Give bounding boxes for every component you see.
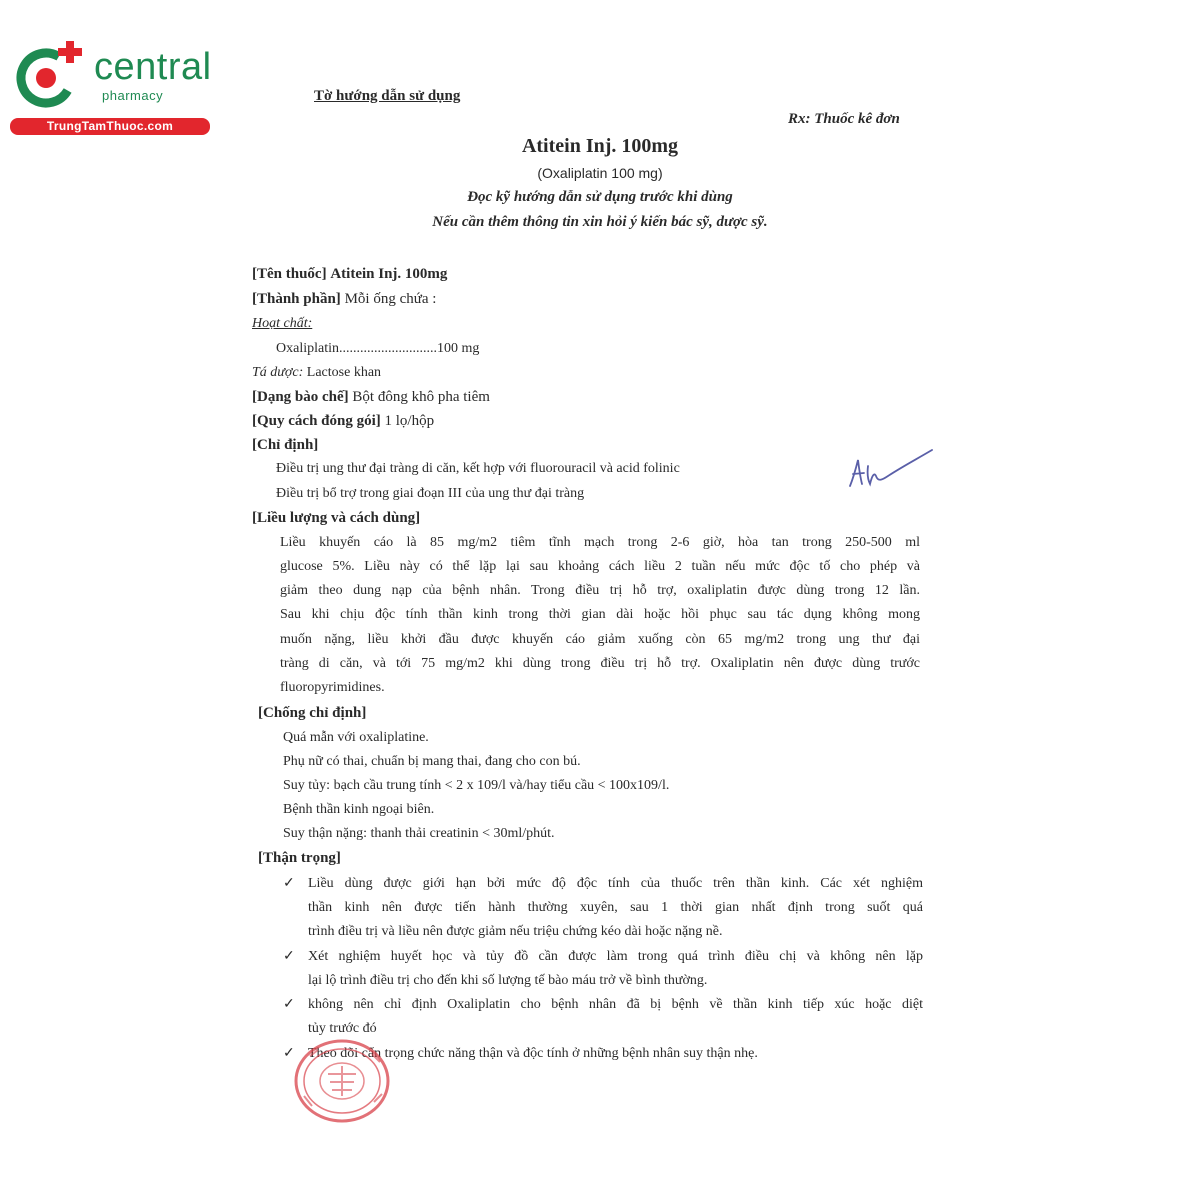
excipient-row (252, 365, 381, 381)
contraindications-title: [Chống chỉ định] (258, 705, 367, 721)
company-stamp-icon (290, 1036, 394, 1126)
product-title: Atitein Inj. 100mg (521, 135, 679, 157)
dosage-title: [Liều lượng và cách dùng] (252, 510, 421, 526)
contraindication-line: Suy thận nặng: thanh thải creatinin < 30ml/phút. (283, 826, 555, 841)
brand-name: central (94, 46, 212, 88)
composition-value: Mỗi ống chứa : (344, 291, 437, 307)
packaging-value: 1 lọ/hộp (384, 413, 435, 429)
checkmark-icon: ✓ (283, 997, 295, 1012)
excipient-label: Tá dược: (252, 365, 304, 380)
precaution-line: Xét nghiệm huyết học và tủy đồ cần được làm trong quá trình điều chị và không nên lặp (308, 949, 923, 964)
drug-name-row (252, 266, 447, 283)
checkmark-icon: ✓ (283, 949, 295, 964)
precaution-line: lại lộ trình điều trị cho đến khi số lượng tế bào máu trở về bình thường. (308, 973, 708, 988)
precaution-line: thần kinh nên được tiến hành thường xuyên, sau 1 thời gian nhất định trong suốt quá (308, 900, 923, 915)
checkmark-icon: ✓ (283, 876, 295, 891)
brand-logo (10, 38, 220, 138)
contraindication-line: Phụ nữ có thai, chuẩn bị mang thai, đang cho con bú. (283, 754, 581, 769)
brand-website[interactable]: TrungTamThuoc.com (10, 118, 210, 135)
contraindication-line: Quá mẫn với oxaliplatine. (283, 730, 429, 745)
precaution-line: trình điều trị và liều nên được giảm nếu triệu chứng kéo dài hoặc nặng nề. (308, 924, 723, 939)
indication-line: Điều trị bổ trợ trong giai đoạn III của ung thư đại tràng (276, 486, 585, 501)
dosage-line: fluoropyrimidines. (280, 680, 385, 695)
dosage-form-value: Bột đông khô pha tiêm (352, 389, 490, 405)
active-ingredient-line: Oxaliplatin............................100 mg (276, 341, 480, 356)
brand-subtitle: pharmacy (102, 88, 164, 103)
product-subtitle: (Oxaliplatin 100 mg) (537, 165, 663, 181)
packaging-label: [Quy cách đóng gói] (252, 413, 381, 429)
dosage-line: muốn nặng, liều khởi đầu được khuyến cáo giảm xuống còn 65 mg/m2 trong ung thư đại (280, 632, 920, 647)
precaution-line: Theo dõi cẩn trọng chức năng thận và độc tính ở những bệnh nhân suy thận nhẹ. (308, 1046, 758, 1061)
central-pharmacy-logo-icon (10, 38, 86, 114)
indications-title: [Chỉ định] (252, 437, 319, 453)
precautions-title: [Thận trọng] (258, 850, 341, 866)
indication-line: Điều trị ung thư đại tràng di căn, kết hợp với fluorouracil và acid folinic (276, 461, 680, 476)
dosage-form-row (252, 389, 490, 406)
signature-icon (840, 446, 940, 496)
checkmark-icon: ✓ (283, 1046, 295, 1061)
dosage-line: Liều khuyến cáo là 85 mg/m2 tiêm tĩnh mạch trong 2-6 giờ, hòa tan trong 250-500 ml (280, 535, 920, 550)
dosage-line: giảm theo dung nạp của bệnh nhân. Trong điều trị hỗ trợ, oxaliplatin được dùng trong 12 lần. (280, 583, 920, 598)
dosage-line: tràng di căn, và tới 75 mg/m2 khi dùng trong điều trị hỗ trợ. Oxaliplatin nên được dùng trước (280, 656, 920, 671)
drug-name-value: Atitein Inj. 100mg (330, 266, 448, 282)
prescription-label: Rx: Thuốc kê đơn (788, 111, 900, 127)
dosage-line: Sau khi chịu độc tính thần kinh trong thời gian dài hoặc hồi phục sau tác dụng không mong (280, 607, 920, 622)
dosage-line: glucose 5%. Liều này có thể lặp lại sau khoảng cách liều 2 tuần nếu mức độc tố cho phép và (280, 559, 920, 574)
packaging-row (252, 413, 434, 430)
precaution-line: Liều dùng được giới hạn bởi mức độ độc tính của thuốc trên thần kinh. Các xét nghiệm (308, 876, 923, 891)
composition-row (252, 291, 436, 308)
drug-name-label: [Tên thuốc] (252, 266, 327, 282)
precaution-line: không nên chỉ định Oxaliplatin cho bệnh nhân đã bị bệnh về thần kinh tiếp xúc hoặc diệt (308, 997, 923, 1012)
active-ingredient-label: Hoạt chất: (252, 316, 313, 331)
contraindication-line: Bệnh thần kinh ngoại biên. (283, 802, 435, 817)
read-instructions-notice: Đọc kỹ hướng dẫn sử dụng trước khi dùng (467, 189, 733, 205)
consult-doctor-notice: Nếu cần thêm thông tin xin hỏi ý kiến bác sỹ, dược sỹ. (432, 214, 768, 230)
contraindication-line: Suy tủy: bạch cầu trung tính < 2 x 109/l và/hay tiểu cầu < 100x109/l. (283, 778, 670, 793)
dosage-form-label: [Dạng bào chế] (252, 389, 349, 405)
excipient-value: Lactose khan (306, 365, 382, 380)
document-heading: Tờ hướng dẫn sử dụng (314, 88, 461, 104)
composition-label: [Thành phần] (252, 291, 341, 307)
precaution-line: tủy trước đó (308, 1021, 377, 1036)
